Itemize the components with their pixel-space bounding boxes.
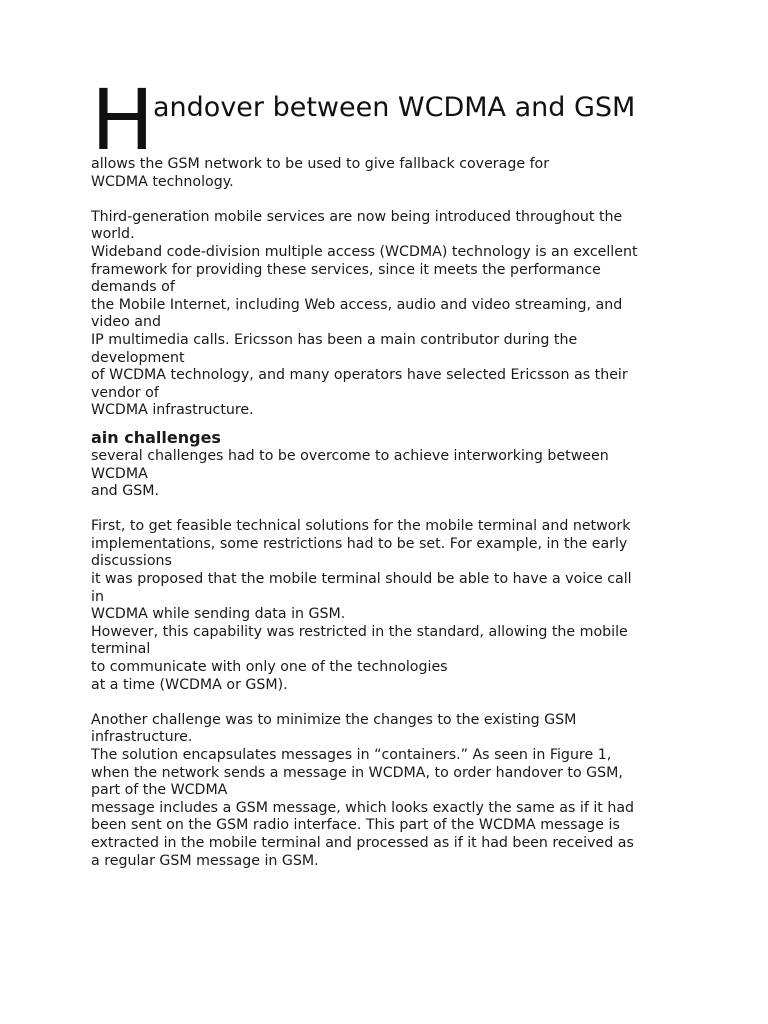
document-title	[91, 71, 691, 169]
paragraph-gap	[91, 501, 691, 519]
section-heading-main-challenges: ain challenges	[91, 427, 221, 447]
intro-paragraph: allows the GSM network to be used to give fallback coverage for WCDMA technology.	[91, 156, 550, 190]
document-page	[91, 71, 691, 870]
paragraph-gap	[91, 694, 691, 712]
paragraph-gap	[91, 191, 691, 209]
paragraph-wcdma-overview: Third-generation mobile services are now being introduced throughout the world. Wideband code-division multiple access (WCDMA) technology is an excellent framework for providing these services, since it meets the performance demands of the Mobile Internet, including Web access, audio and video streaming, and video and IP multimedia calls. Ericsson has been a main contributor during the development of WCDMA technology, and many operators have selected Ericsson as their vendor of WCDMA infrastructure.	[91, 208, 638, 419]
title-text: andover between WCDMA and GSM	[153, 92, 636, 123]
paragraph-gsm-containers: Another challenge was to minimize the changes to the existing GSM infrastructure. The solution encapsulates messages in “containers.” As seen in Figure 1, when the network sends a message in WCDMA, to order handover to GSM, part of the WCDMA message includes a GSM message, which looks exactly the same as if it had been sent on the GSM radio interface. This part of the WCDMA message is extracted in the mobile terminal and processed as if it had been received as a regular GSM message in GSM.	[91, 711, 635, 869]
paragraph-terminal-restrictions: First, to get feasible technical solutions for the mobile terminal and network implementations, some restrictions had to be set. For example, in the early discussions it was proposed that the mobile terminal should be able to have a voice call in WCDMA while sending data in GSM. However, this capability was restricted in the standard, allowing the mobile terminal to communicate with only one of the technologies at a time (WCDMA or GSM).	[91, 518, 632, 693]
paragraph-challenges-intro: several challenges had to be overcome to achieve interworking between WCDMA and GSM.	[91, 447, 609, 500]
title-drop-cap: H	[91, 71, 155, 169]
